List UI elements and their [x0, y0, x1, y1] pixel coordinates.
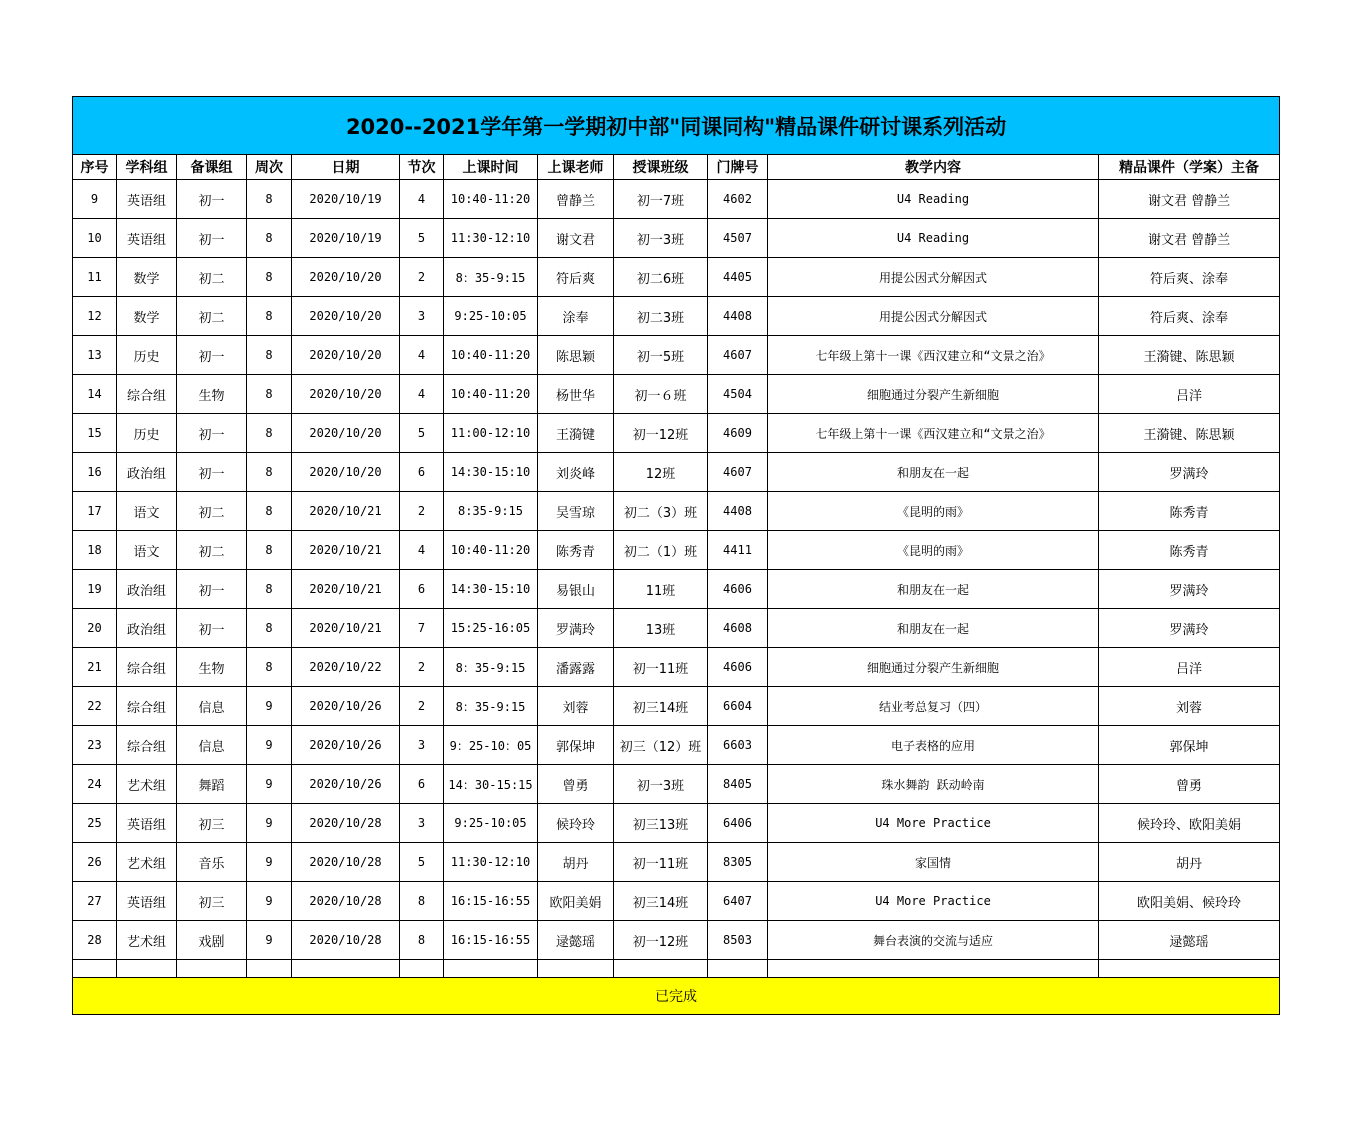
cell-col-content: U4 Reading [768, 219, 1099, 258]
cell-col-teacher: 罗满玲 [538, 609, 614, 648]
cell-col-subject-group: 数学 [117, 297, 177, 336]
cell-col-class: 初三13班 [614, 804, 708, 843]
cell-col-week: 9 [247, 882, 292, 921]
cell-col-prep-group: 戏剧 [177, 921, 247, 960]
cell-col-room: 4609 [708, 414, 768, 453]
cell-col-index: 9 [73, 180, 117, 219]
empty-cell [444, 960, 538, 978]
cell-col-time: 16:15-16:55 [444, 882, 538, 921]
cell-col-room: 4411 [708, 531, 768, 570]
cell-col-period: 3 [400, 804, 444, 843]
cell-col-subject-group: 综合组 [117, 375, 177, 414]
cell-col-teacher: 逯懿瑶 [538, 921, 614, 960]
cell-col-room: 4606 [708, 648, 768, 687]
cell-col-content: 七年级上第十一课《西汉建立和“文景之治》 [768, 414, 1099, 453]
cell-col-subject-group: 政治组 [117, 453, 177, 492]
cell-col-index: 15 [73, 414, 117, 453]
cell-col-teacher: 欧阳美娟 [538, 882, 614, 921]
cell-col-author: 罗满玲 [1099, 570, 1280, 609]
cell-col-class: 初二6班 [614, 258, 708, 297]
cell-col-content: 《昆明的雨》 [768, 492, 1099, 531]
cell-col-period: 8 [400, 921, 444, 960]
cell-col-index: 28 [73, 921, 117, 960]
cell-col-author: 曾勇 [1099, 765, 1280, 804]
cell-col-content: 结业考总复习（四） [768, 687, 1099, 726]
cell-col-date: 2020/10/21 [292, 492, 400, 531]
cell-col-room: 4607 [708, 453, 768, 492]
cell-col-index: 27 [73, 882, 117, 921]
cell-col-room: 6604 [708, 687, 768, 726]
cell-col-teacher: 刘蓉 [538, 687, 614, 726]
cell-col-class: 初三14班 [614, 882, 708, 921]
cell-col-content: 细胞通过分裂产生新细胞 [768, 375, 1099, 414]
cell-col-date: 2020/10/20 [292, 258, 400, 297]
empty-cell [538, 960, 614, 978]
cell-col-time: 8：35-9:15 [444, 648, 538, 687]
table-row [73, 882, 1280, 921]
cell-col-author: 陈秀青 [1099, 531, 1280, 570]
cell-col-class: 11班 [614, 570, 708, 609]
cell-col-time: 8：35-9:15 [444, 258, 538, 297]
empty-cell [614, 960, 708, 978]
cell-col-subject-group: 综合组 [117, 648, 177, 687]
cell-col-date: 2020/10/21 [292, 609, 400, 648]
cell-col-class: 初二（1）班 [614, 531, 708, 570]
cell-col-room: 8503 [708, 921, 768, 960]
cell-col-content: 电子表格的应用 [768, 726, 1099, 765]
cell-col-week: 8 [247, 219, 292, 258]
cell-col-index: 17 [73, 492, 117, 531]
header-col-week: 周次 [247, 155, 292, 180]
cell-col-week: 9 [247, 687, 292, 726]
cell-col-date: 2020/10/21 [292, 570, 400, 609]
cell-col-subject-group: 历史 [117, 414, 177, 453]
cell-col-teacher: 候玲玲 [538, 804, 614, 843]
cell-col-date: 2020/10/28 [292, 882, 400, 921]
cell-col-author: 吕洋 [1099, 648, 1280, 687]
empty-cell [768, 960, 1099, 978]
cell-col-week: 9 [247, 804, 292, 843]
header-col-author: 精品课件（学案）主备 [1099, 155, 1280, 180]
cell-col-room: 6603 [708, 726, 768, 765]
table-row [73, 180, 1280, 219]
cell-col-prep-group: 初一 [177, 180, 247, 219]
cell-col-room: 4608 [708, 609, 768, 648]
cell-col-week: 8 [247, 609, 292, 648]
empty-cell [292, 960, 400, 978]
cell-col-class: 初一11班 [614, 843, 708, 882]
table-row [73, 531, 1280, 570]
cell-col-week: 8 [247, 648, 292, 687]
cell-col-time: 9:25-10:05 [444, 297, 538, 336]
cell-col-week: 9 [247, 843, 292, 882]
cell-col-index: 25 [73, 804, 117, 843]
cell-col-author: 符后爽、涂奉 [1099, 258, 1280, 297]
cell-col-author: 刘蓉 [1099, 687, 1280, 726]
cell-col-teacher: 王漪键 [538, 414, 614, 453]
cell-col-prep-group: 音乐 [177, 843, 247, 882]
cell-col-teacher: 吴雪琼 [538, 492, 614, 531]
cell-col-author: 逯懿瑶 [1099, 921, 1280, 960]
cell-col-time: 14:30-15:10 [444, 570, 538, 609]
empty-cell [247, 960, 292, 978]
cell-col-week: 8 [247, 492, 292, 531]
cell-col-index: 21 [73, 648, 117, 687]
cell-col-prep-group: 生物 [177, 648, 247, 687]
table-row [73, 609, 1280, 648]
header-col-teacher: 上课老师 [538, 155, 614, 180]
cell-col-time: 9：25-10：05 [444, 726, 538, 765]
cell-col-class: 初一5班 [614, 336, 708, 375]
cell-col-teacher: 陈秀青 [538, 531, 614, 570]
cell-col-date: 2020/10/20 [292, 453, 400, 492]
cell-col-date: 2020/10/26 [292, 726, 400, 765]
cell-col-time: 11:30-12:10 [444, 219, 538, 258]
cell-col-subject-group: 英语组 [117, 804, 177, 843]
empty-cell [708, 960, 768, 978]
cell-col-week: 8 [247, 297, 292, 336]
cell-col-subject-group: 政治组 [117, 609, 177, 648]
cell-col-prep-group: 初三 [177, 804, 247, 843]
table-row [73, 453, 1280, 492]
cell-col-room: 4504 [708, 375, 768, 414]
cell-col-prep-group: 初一 [177, 570, 247, 609]
cell-col-time: 15:25-16:05 [444, 609, 538, 648]
cell-col-date: 2020/10/19 [292, 180, 400, 219]
cell-col-content: 和朋友在一起 [768, 570, 1099, 609]
header-col-prep-group: 备课组 [177, 155, 247, 180]
cell-col-week: 8 [247, 531, 292, 570]
cell-col-date: 2020/10/26 [292, 687, 400, 726]
header-col-period: 节次 [400, 155, 444, 180]
cell-col-time: 10:40-11:20 [444, 531, 538, 570]
cell-col-period: 8 [400, 882, 444, 921]
cell-col-teacher: 符后爽 [538, 258, 614, 297]
cell-col-room: 4408 [708, 492, 768, 531]
cell-col-content: 用提公因式分解因式 [768, 258, 1099, 297]
cell-col-class: 初一11班 [614, 648, 708, 687]
table-row [73, 336, 1280, 375]
header-col-index: 序号 [73, 155, 117, 180]
cell-col-time: 8：35-9:15 [444, 687, 538, 726]
schedule-table [72, 96, 1280, 1015]
cell-col-subject-group: 英语组 [117, 219, 177, 258]
cell-col-index: 16 [73, 453, 117, 492]
cell-col-index: 20 [73, 609, 117, 648]
cell-col-index: 24 [73, 765, 117, 804]
cell-col-author: 谢文君 曾静兰 [1099, 219, 1280, 258]
cell-col-subject-group: 艺术组 [117, 843, 177, 882]
cell-col-period: 2 [400, 687, 444, 726]
table-row [73, 570, 1280, 609]
cell-col-author: 候玲玲、欧阳美娟 [1099, 804, 1280, 843]
cell-col-author: 罗满玲 [1099, 609, 1280, 648]
cell-col-week: 9 [247, 921, 292, 960]
cell-col-subject-group: 数学 [117, 258, 177, 297]
cell-col-date: 2020/10/20 [292, 297, 400, 336]
cell-col-date: 2020/10/20 [292, 336, 400, 375]
cell-col-period: 5 [400, 843, 444, 882]
cell-col-teacher: 刘炎峰 [538, 453, 614, 492]
cell-col-period: 2 [400, 648, 444, 687]
cell-col-index: 26 [73, 843, 117, 882]
table-row [73, 648, 1280, 687]
cell-col-content: 舞台表演的交流与适应 [768, 921, 1099, 960]
cell-col-week: 9 [247, 726, 292, 765]
cell-col-prep-group: 初一 [177, 219, 247, 258]
cell-col-time: 10:40-11:20 [444, 180, 538, 219]
cell-col-time: 10:40-11:20 [444, 336, 538, 375]
cell-col-content: 《昆明的雨》 [768, 531, 1099, 570]
cell-col-subject-group: 综合组 [117, 726, 177, 765]
cell-col-date: 2020/10/21 [292, 531, 400, 570]
cell-col-author: 郭保坤 [1099, 726, 1280, 765]
empty-row [73, 960, 1280, 978]
cell-col-class: 初一６班 [614, 375, 708, 414]
cell-col-period: 4 [400, 336, 444, 375]
cell-col-teacher: 陈思颖 [538, 336, 614, 375]
cell-col-index: 12 [73, 297, 117, 336]
cell-col-date: 2020/10/20 [292, 414, 400, 453]
cell-col-teacher: 谢文君 [538, 219, 614, 258]
cell-col-room: 6407 [708, 882, 768, 921]
cell-col-prep-group: 初三 [177, 882, 247, 921]
cell-col-prep-group: 初一 [177, 609, 247, 648]
cell-col-index: 10 [73, 219, 117, 258]
cell-col-index: 23 [73, 726, 117, 765]
cell-col-class: 初一12班 [614, 921, 708, 960]
cell-col-class: 初一3班 [614, 765, 708, 804]
cell-col-date: 2020/10/28 [292, 804, 400, 843]
cell-col-content: U4 More Practice [768, 882, 1099, 921]
cell-col-room: 6406 [708, 804, 768, 843]
cell-col-author: 吕洋 [1099, 375, 1280, 414]
cell-col-prep-group: 初一 [177, 336, 247, 375]
cell-col-week: 8 [247, 453, 292, 492]
cell-col-subject-group: 语文 [117, 492, 177, 531]
empty-cell [117, 960, 177, 978]
cell-col-class: 初一12班 [614, 414, 708, 453]
cell-col-time: 9:25-10:05 [444, 804, 538, 843]
cell-col-subject-group: 英语组 [117, 882, 177, 921]
cell-col-period: 3 [400, 297, 444, 336]
cell-col-room: 4408 [708, 297, 768, 336]
cell-col-period: 5 [400, 414, 444, 453]
cell-col-class: 12班 [614, 453, 708, 492]
cell-col-period: 2 [400, 258, 444, 297]
cell-col-content: 和朋友在一起 [768, 609, 1099, 648]
cell-col-teacher: 曾静兰 [538, 180, 614, 219]
cell-col-class: 初一3班 [614, 219, 708, 258]
header-col-room: 门牌号 [708, 155, 768, 180]
cell-col-room: 8405 [708, 765, 768, 804]
cell-col-time: 14:30-15:10 [444, 453, 538, 492]
cell-col-author: 符后爽、涂奉 [1099, 297, 1280, 336]
cell-col-time: 14：30-15:15 [444, 765, 538, 804]
cell-col-index: 13 [73, 336, 117, 375]
cell-col-subject-group: 政治组 [117, 570, 177, 609]
cell-col-week: 8 [247, 258, 292, 297]
cell-col-prep-group: 初二 [177, 258, 247, 297]
cell-col-class: 初二（3）班 [614, 492, 708, 531]
cell-col-week: 9 [247, 765, 292, 804]
cell-col-period: 6 [400, 570, 444, 609]
cell-col-prep-group: 生物 [177, 375, 247, 414]
cell-col-prep-group: 初一 [177, 414, 247, 453]
cell-col-date: 2020/10/20 [292, 375, 400, 414]
cell-col-author: 罗满玲 [1099, 453, 1280, 492]
cell-col-author: 胡丹 [1099, 843, 1280, 882]
cell-col-teacher: 杨世华 [538, 375, 614, 414]
cell-col-week: 8 [247, 336, 292, 375]
cell-col-content: U4 More Practice [768, 804, 1099, 843]
table-row [73, 375, 1280, 414]
header-col-class: 授课班级 [614, 155, 708, 180]
header-row [73, 155, 1280, 180]
cell-col-week: 8 [247, 375, 292, 414]
cell-col-author: 欧阳美娟、候玲玲 [1099, 882, 1280, 921]
table-row [73, 687, 1280, 726]
table-row [73, 492, 1280, 531]
cell-col-week: 8 [247, 180, 292, 219]
header-col-time: 上课时间 [444, 155, 538, 180]
header-col-content: 教学内容 [768, 155, 1099, 180]
empty-cell [73, 960, 117, 978]
table-row [73, 414, 1280, 453]
cell-col-subject-group: 综合组 [117, 687, 177, 726]
cell-col-teacher: 曾勇 [538, 765, 614, 804]
cell-col-class: 初一7班 [614, 180, 708, 219]
cell-col-teacher: 易银山 [538, 570, 614, 609]
cell-col-class: 13班 [614, 609, 708, 648]
cell-col-prep-group: 初二 [177, 492, 247, 531]
cell-col-subject-group: 语文 [117, 531, 177, 570]
cell-col-time: 16:15-16:55 [444, 921, 538, 960]
cell-col-period: 3 [400, 726, 444, 765]
cell-col-prep-group: 初二 [177, 297, 247, 336]
cell-col-room: 4405 [708, 258, 768, 297]
cell-col-date: 2020/10/28 [292, 921, 400, 960]
cell-col-date: 2020/10/28 [292, 843, 400, 882]
cell-col-class: 初二3班 [614, 297, 708, 336]
cell-col-content: 和朋友在一起 [768, 453, 1099, 492]
cell-col-content: U4 Reading [768, 180, 1099, 219]
cell-col-author: 王漪键、陈思颖 [1099, 414, 1280, 453]
cell-col-class: 初三（12）班 [614, 726, 708, 765]
cell-col-subject-group: 历史 [117, 336, 177, 375]
cell-col-subject-group: 英语组 [117, 180, 177, 219]
cell-col-room: 4606 [708, 570, 768, 609]
cell-col-prep-group: 信息 [177, 726, 247, 765]
cell-col-content: 家国情 [768, 843, 1099, 882]
table-row [73, 843, 1280, 882]
cell-col-period: 4 [400, 531, 444, 570]
cell-col-week: 8 [247, 570, 292, 609]
header-col-subject-group: 学科组 [117, 155, 177, 180]
cell-col-room: 4607 [708, 336, 768, 375]
cell-col-teacher: 涂奉 [538, 297, 614, 336]
cell-col-period: 6 [400, 453, 444, 492]
cell-col-index: 22 [73, 687, 117, 726]
cell-col-date: 2020/10/26 [292, 765, 400, 804]
cell-col-content: 珠水舞韵 跃动岭南 [768, 765, 1099, 804]
table-row [73, 804, 1280, 843]
cell-col-time: 8:35-9:15 [444, 492, 538, 531]
cell-col-period: 5 [400, 219, 444, 258]
cell-col-content: 七年级上第十一课《西汉建立和“文景之治》 [768, 336, 1099, 375]
cell-col-date: 2020/10/19 [292, 219, 400, 258]
cell-col-time: 11:00-12:10 [444, 414, 538, 453]
cell-col-author: 谢文君 曾静兰 [1099, 180, 1280, 219]
cell-col-teacher: 潘露露 [538, 648, 614, 687]
header-col-date: 日期 [292, 155, 400, 180]
cell-col-prep-group: 初二 [177, 531, 247, 570]
cell-col-subject-group: 艺术组 [117, 765, 177, 804]
status-row [73, 978, 1280, 1015]
cell-col-date: 2020/10/22 [292, 648, 400, 687]
cell-col-period: 4 [400, 375, 444, 414]
table-row [73, 765, 1280, 804]
cell-col-content: 用提公因式分解因式 [768, 297, 1099, 336]
cell-col-time: 11:30-12:10 [444, 843, 538, 882]
cell-col-teacher: 郭保坤 [538, 726, 614, 765]
cell-col-content: 细胞通过分裂产生新细胞 [768, 648, 1099, 687]
cell-col-index: 14 [73, 375, 117, 414]
table-row [73, 258, 1280, 297]
cell-col-room: 4507 [708, 219, 768, 258]
cell-col-teacher: 胡丹 [538, 843, 614, 882]
cell-col-class: 初三14班 [614, 687, 708, 726]
cell-col-period: 6 [400, 765, 444, 804]
cell-col-index: 18 [73, 531, 117, 570]
cell-col-index: 11 [73, 258, 117, 297]
cell-col-room: 8305 [708, 843, 768, 882]
empty-cell [1099, 960, 1280, 978]
empty-cell [400, 960, 444, 978]
cell-col-week: 8 [247, 414, 292, 453]
cell-col-period: 7 [400, 609, 444, 648]
cell-col-author: 陈秀青 [1099, 492, 1280, 531]
cell-col-room: 4602 [708, 180, 768, 219]
empty-cell [177, 960, 247, 978]
cell-col-subject-group: 艺术组 [117, 921, 177, 960]
sheet-title: 2020--2021学年第一学期初中部"同课同构"精品课件研讨课系列活动 [73, 97, 1280, 155]
cell-col-prep-group: 信息 [177, 687, 247, 726]
cell-col-prep-group: 舞蹈 [177, 765, 247, 804]
cell-col-author: 王漪键、陈思颖 [1099, 336, 1280, 375]
cell-col-index: 19 [73, 570, 117, 609]
cell-col-prep-group: 初一 [177, 453, 247, 492]
table-row [73, 297, 1280, 336]
table-row [73, 219, 1280, 258]
cell-col-period: 4 [400, 180, 444, 219]
cell-col-period: 2 [400, 492, 444, 531]
status-label: 已完成 [73, 978, 1280, 1015]
table-row [73, 921, 1280, 960]
table-row [73, 726, 1280, 765]
cell-col-time: 10:40-11:20 [444, 375, 538, 414]
